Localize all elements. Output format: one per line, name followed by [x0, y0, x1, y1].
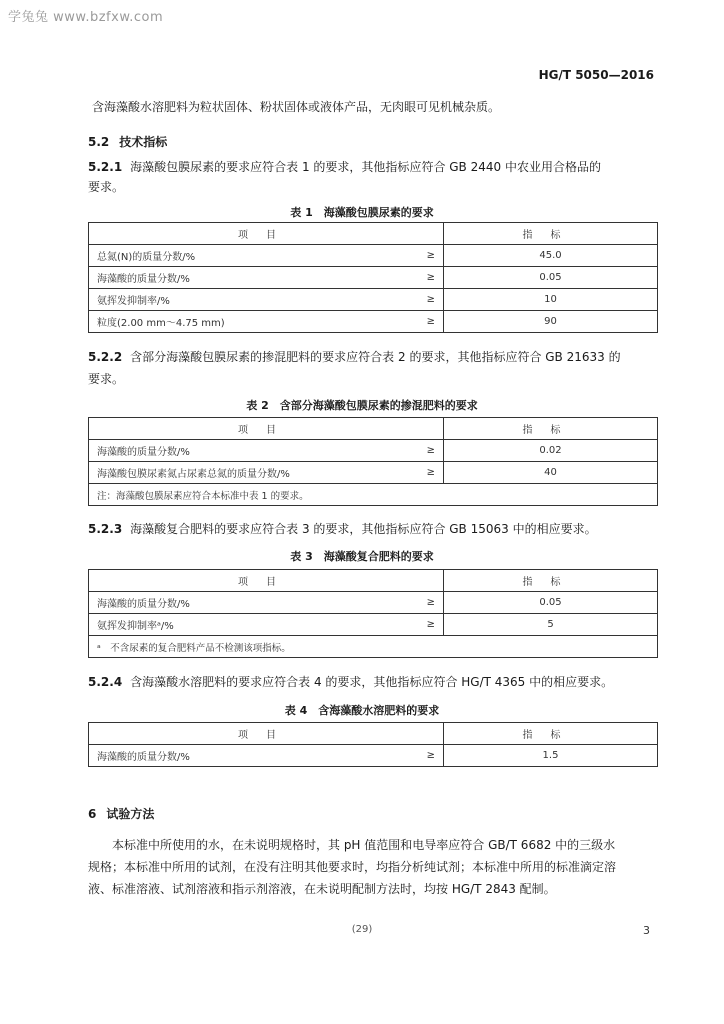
table-row	[89, 440, 658, 462]
table-row	[89, 462, 658, 484]
standard-code: HG/T 5050—2016	[538, 68, 654, 82]
intro-paragraph: 含海藻酸水溶肥料为粒状固体、粉状固体或液体产品，无肉眼可见机械杂质。	[92, 100, 501, 114]
header-value: 指标	[444, 223, 658, 245]
table-row	[89, 592, 658, 614]
section-6-heading	[88, 805, 154, 822]
clause-5-2-3	[88, 518, 597, 540]
table-footnote: ᵃ 不含尿素的复合肥料产品不检测该项指标。	[89, 636, 658, 658]
row-value: 10	[444, 289, 658, 311]
row-item: 粒度(2.00 mm～4.75 mm)	[89, 311, 396, 333]
row-item: 氨挥发抑制率/%	[89, 289, 396, 311]
row-symbol: ≥	[395, 311, 444, 333]
table-note: 注：海藻酸包膜尿素应符合本标准中表 1 的要求。	[89, 484, 658, 506]
header-item: 项目	[89, 570, 444, 592]
header-item: 项目	[89, 223, 444, 245]
table-header-row	[89, 723, 658, 745]
row-item: 海藻酸的质量分数/%	[89, 745, 396, 767]
table3	[88, 569, 658, 658]
clause-number: 5.2.4	[88, 675, 123, 689]
clause-text-line1: 海藻酸复合肥料的要求应符合表 3 的要求，其他指标应符合 GB 15063 中的相应要求。	[130, 522, 597, 536]
row-item: 海藻酸的质量分数/%	[89, 592, 396, 614]
row-symbol: ≥	[395, 614, 444, 636]
clause-number: 5.2.3	[88, 522, 123, 536]
table-note-row	[89, 484, 658, 506]
section-number: 5.2	[88, 135, 110, 149]
footer-number: (29)	[351, 924, 373, 935]
row-item: 海藻酸包膜尿素氮占尿素总氮的质量分数/%	[89, 462, 396, 484]
table1	[88, 222, 658, 333]
table-row	[89, 267, 658, 289]
row-value: 0.02	[444, 440, 658, 462]
header-item: 项目	[89, 418, 444, 440]
table3-caption: 表 3 海藻酸复合肥料的要求	[290, 550, 434, 563]
row-value: 5	[444, 614, 658, 636]
section-title: 技术指标	[119, 135, 168, 149]
row-symbol: ≥	[395, 289, 444, 311]
header-value: 指标	[444, 723, 658, 745]
section-number: 6	[88, 807, 97, 821]
header-value: 指标	[444, 418, 658, 440]
table-row	[89, 311, 658, 333]
row-item: 氨挥发抑制率ᵃ/%	[89, 614, 396, 636]
row-symbol: ≥	[395, 440, 444, 462]
table-row	[89, 245, 658, 267]
row-item: 总氮(N)的质量分数/%	[89, 245, 396, 267]
section-6-line2: 规格；本标准中所用的试剂，在没有注明其他要求时，均指分析纯试剂；本标准中所用的标准滴定溶	[88, 860, 617, 874]
clause-text-line1: 含海藻酸水溶肥料的要求应符合表 4 的要求，其他指标应符合 HG/T 4365 中的相应要求。	[130, 675, 614, 689]
clause-5-2-1-line2: 要求。	[88, 180, 125, 194]
clause-5-2-2	[88, 346, 621, 368]
table-row	[89, 745, 658, 767]
section-title: 试验方法	[106, 807, 155, 821]
clause-5-2-1	[88, 156, 601, 178]
row-item: 海藻酸的质量分数/%	[89, 267, 396, 289]
section-5-2-heading	[88, 133, 167, 150]
watermark-text: 学兔兔 www.bzfxw.com	[8, 10, 164, 25]
table-row	[89, 289, 658, 311]
header-item: 项目	[89, 723, 444, 745]
row-value: 1.5	[444, 745, 658, 767]
row-symbol: ≥	[395, 245, 444, 267]
table4-caption: 表 4 含海藻酸水溶肥料的要求	[284, 704, 440, 717]
table-note-row	[89, 636, 658, 658]
row-value: 90	[444, 311, 658, 333]
table-header-row	[89, 223, 658, 245]
table-row	[89, 614, 658, 636]
clause-text-line1: 含部分海藻酸包膜尿素的掺混肥料的要求应符合表 2 的要求，其他指标应符合 GB 21633 的	[130, 350, 621, 364]
clause-5-2-2-line2: 要求。	[88, 372, 125, 386]
table-header-row	[89, 570, 658, 592]
row-symbol: ≥	[395, 267, 444, 289]
row-symbol: ≥	[395, 745, 444, 767]
row-symbol: ≥	[395, 592, 444, 614]
header-value: 指标	[444, 570, 658, 592]
clause-text-line1: 海藻酸包膜尿素的要求应符合表 1 的要求，其他指标应符合 GB 2440 中农业用合格品的	[130, 160, 601, 174]
table-header-row	[89, 418, 658, 440]
row-symbol: ≥	[395, 462, 444, 484]
row-value: 40	[444, 462, 658, 484]
row-value: 45.0	[444, 245, 658, 267]
table2	[88, 417, 658, 506]
row-value: 0.05	[444, 267, 658, 289]
page-number: 3	[643, 924, 650, 937]
table4	[88, 722, 658, 767]
row-item: 海藻酸的质量分数/%	[89, 440, 396, 462]
table1-caption: 表 1 海藻酸包膜尿素的要求	[290, 206, 434, 219]
clause-5-2-4	[88, 671, 613, 693]
clause-number: 5.2.2	[88, 350, 123, 364]
section-6-line1: 本标准中所使用的水，在未说明规格时，其 pH 值范围和电导率应符合 GB/T 6682 中的三级水	[112, 838, 616, 852]
clause-number: 5.2.1	[88, 160, 123, 174]
row-value: 0.05	[444, 592, 658, 614]
section-6-line3: 液、标准溶液、试剂溶液和指示剂溶液，在未说明配制方法时，均按 HG/T 2843 配制。	[88, 882, 556, 896]
table2-caption: 表 2 含部分海藻酸包膜尿素的掺混肥料的要求	[246, 399, 478, 412]
